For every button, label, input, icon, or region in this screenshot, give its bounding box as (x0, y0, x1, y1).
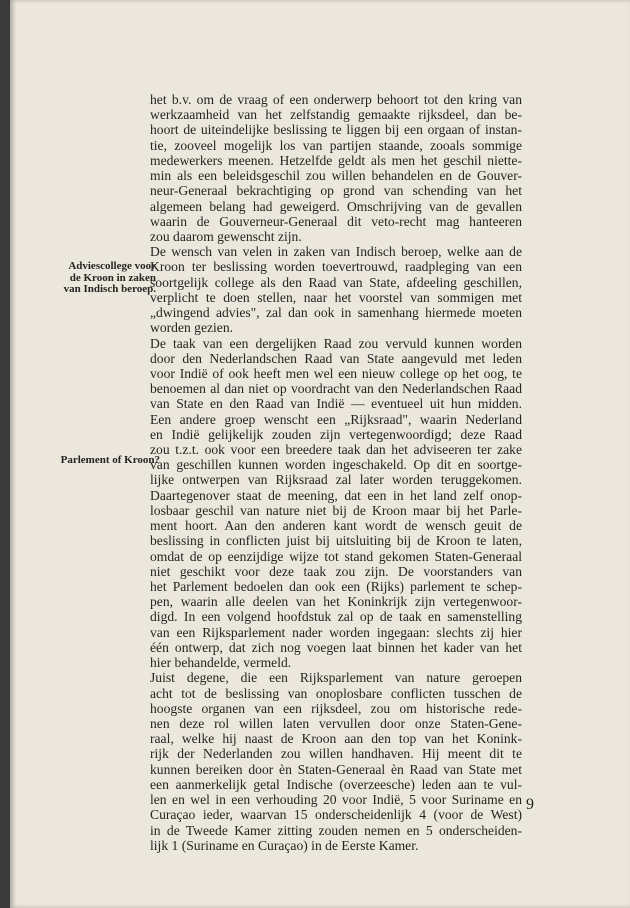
text-line: „dwingend advies", zal dan ook in samenhang hiermede moeten (150, 305, 522, 321)
margin-note-line: Adviescollege voor (68, 260, 156, 272)
text-line: hoort de uiteindelijke beslissing te liggen bij een orgaan of instan- (150, 122, 522, 138)
text-line: ment hoort. Aan den anderen kant wordt de wensch geuit de (150, 518, 522, 534)
text-line: tie, zooveel mogelijk los van partijen staande, zooals sommige (150, 137, 522, 153)
text-line: nen deze rol willen laten vervullen door onze Staten-Gene- (150, 715, 522, 731)
text-line: Kroon ter beslissing worden toevertrouwd, raadpleging van een (150, 259, 522, 275)
text-line: raal, welke hij naast de Kroon aan den top van het Konink- (150, 731, 522, 747)
text-line: Juist degene, die een Rijksparlement van nature geroepen (150, 670, 522, 686)
book-page (10, 0, 630, 908)
text-line: hoogste organen van een rijksdeel, zou om historische rede- (150, 700, 522, 716)
text-line: kunnen bereiken door èn Staten-Generaal èn Raad van State met (150, 761, 522, 777)
text-line: medewerkers meenen. Hetzelfde geldt als men het geschil niette- (150, 152, 522, 168)
text-line: pen, waarin alle deelen van het Koninkrijk zijn vertegenwoor- (150, 594, 522, 610)
text-line: benoemen al dan niet op voordracht van den Nederlandschen Raad (150, 381, 522, 397)
text-line: een aanmerkelijk getal Indische (overzeesche) leden aan te vul- (150, 776, 522, 792)
text-line: Curaçao ieder, waarvan 15 onderscheidenlijk 4 (voor de West) (150, 807, 522, 823)
text-line: algemeen belang had geweigerd. Omschrijving van de gevallen (150, 198, 522, 214)
text-line: in de Tweede Kamer zitting zouden nemen en 5 onderscheiden- (150, 822, 522, 838)
text-line: beslissing in conflicten juist bij uitsluiting bij de Kroon te laten, (150, 533, 522, 549)
text-line: voor Indië of ook heeft men wel een nieuw college op het oog, te (150, 365, 522, 381)
text-line: losbaar geschil van nature niet bij de Kroon maar bij het Parle- (150, 502, 522, 518)
margin-note-parliament-or-crown: Parlement of Kroon? (60, 454, 160, 466)
text-line: De wensch van velen in zaken van Indisch beroep, welke aan de (150, 244, 522, 260)
text-line: worden gezien. (150, 320, 234, 336)
text-line: rijk der Nederlanden zou willen handhaven. Hij meent dit te (150, 746, 522, 762)
text-line: verplicht te doen stellen, naar het voorstel van sommigen met (150, 289, 522, 305)
text-line: De taak van een dergelijken Raad zou vervuld kunnen worden (150, 335, 522, 351)
text-line: Een andere groep wenscht een „Rijksraad", waarin Nederland (150, 411, 522, 427)
text-line: digd. In een volgend hoofdstuk zal op de taak en samenstelling (150, 609, 522, 625)
text-line: door den Nederlandschen Raad van State aangevuld met leden (150, 350, 522, 366)
text-line: Daartegenover staat de meening, dat een in het land zelf onop- (150, 487, 522, 503)
body-text (150, 92, 522, 853)
text-line: lijk 1 (Suriname en Curaçao) in de Eerste Kamer. (150, 837, 419, 853)
text-line: van State en den Raad van Indië — eventueel uit hun midden. (150, 396, 522, 412)
text-line: één ontwerp, dat zich nog voegen laat binnen het kader van het (150, 639, 522, 655)
text-line: neur-Generaal bekrachtiging op grond van schending van het (150, 183, 522, 199)
text-line: lijke ontwerpen van Rijksraad zal later worden teruggekomen. (150, 472, 522, 488)
text-line: werkzaamheid van het zelfstandig gemaakte rijksdeel, dan be- (150, 107, 522, 123)
margin-note-line: de Kroon in zaken (69, 271, 156, 284)
text-line: acht tot de beslissing van onoplosbare conflicten tusschen de (150, 685, 522, 701)
text-line: van een Rijksparlement nader worden ingegaan: slechts zij hier (150, 624, 522, 640)
text-line: soortgelijk college als den Raad van State, afdeeling geschillen, (150, 274, 522, 290)
text-line: hier behandelde, vermeld. (150, 655, 292, 671)
margin-note-line: van Indisch beroep. (63, 283, 156, 295)
text-line: waarin de Gouverneur-Generaal dit veto-recht mag hanteeren (150, 213, 522, 229)
text-line: het Parlement bedoelen dan ook een (Rijks) parlement te schep- (150, 579, 522, 594)
text-line: niet geschikt voor deze taak zou zijn. De voorstanders van (150, 563, 522, 579)
text-line: omdat de op eenzijdige wijze tot stand gekomen Staten-Generaal (150, 548, 522, 564)
text-line: het b.v. om de vraag of een onderwerp behoort tot den kring van (150, 92, 522, 107)
margin-note-advisory-council (40, 261, 156, 296)
text-line: len en wel in een verhouding 20 voor Indië, 5 voor Suriname en (150, 792, 522, 808)
text-line: zou t.z.t. ook voor een breedere taak dan het adviseeren ter zake (150, 442, 522, 458)
text-line: en Indië gelijkelijk zouden zijn vertegenwoordigd; deze Raad (150, 426, 522, 442)
text-line: zou daarom gewenscht zijn. (150, 228, 302, 244)
text-line: min als een beleidsgeschil zou willen behandelen en de Gouver- (150, 168, 522, 184)
text-line: van geschillen kunnen worden ingeschakeld. Op dit en soortge- (150, 457, 522, 473)
page-number: 9 (526, 796, 534, 813)
